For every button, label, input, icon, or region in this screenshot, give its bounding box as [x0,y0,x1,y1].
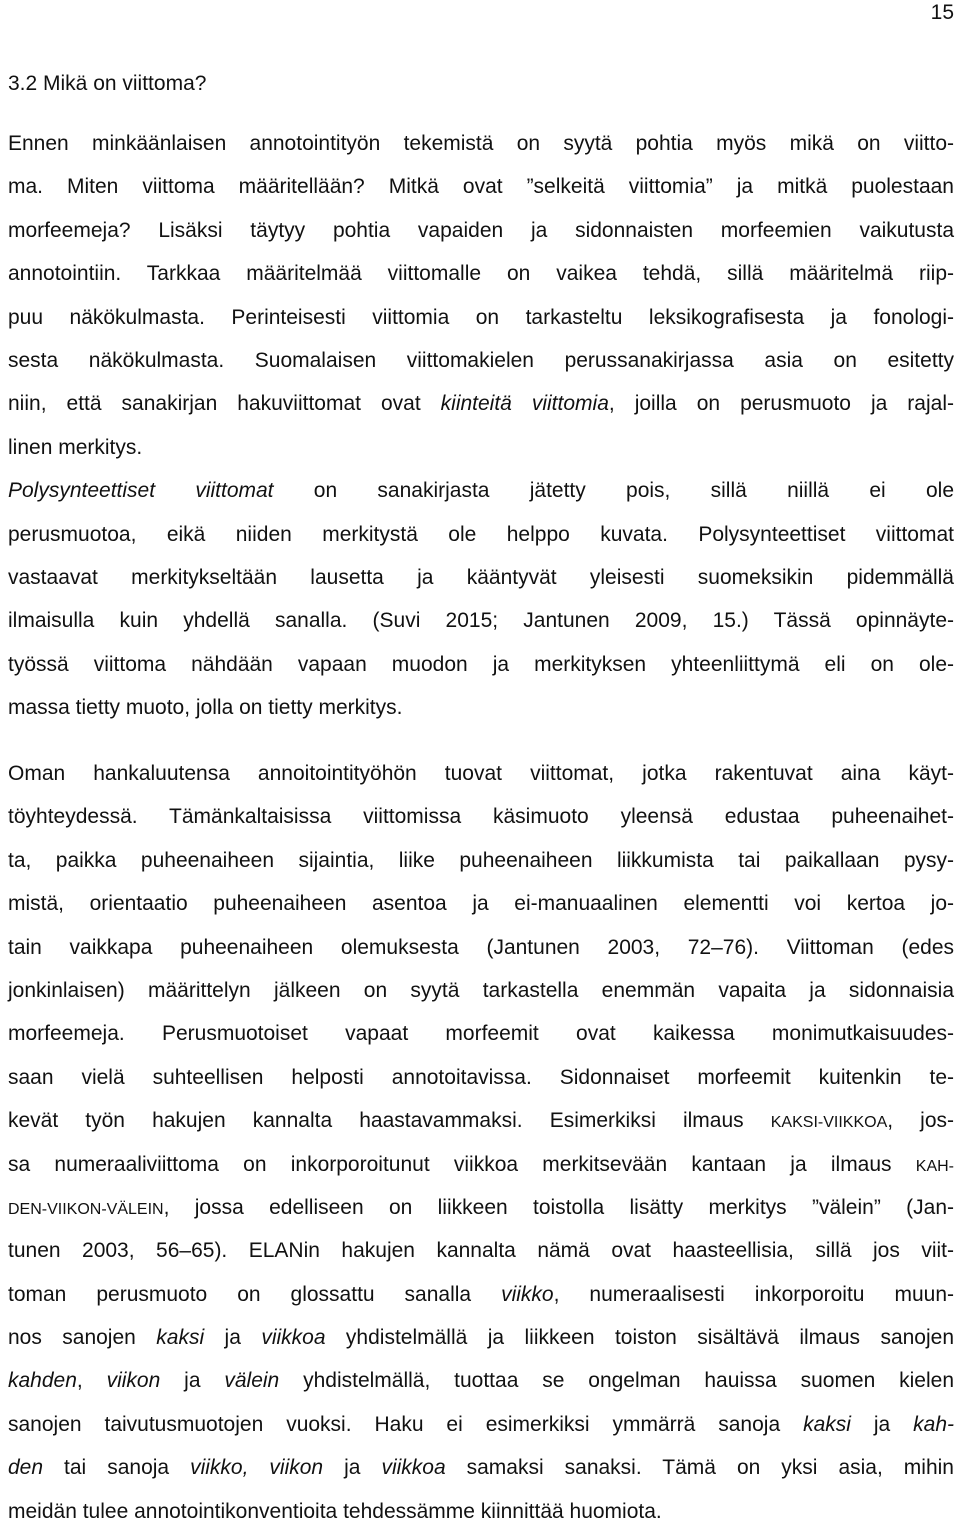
text-line: mistä, orientaatio puheenaiheen asentoa ja ei-manuaalinen elementti voi kertoa jo- [8,892,954,916]
text-line: jonkinlaisen) määrittelyn jälkeen on syytä tarkastella enemmän vapaita ja sidonnaisia [8,978,954,1002]
text-line: nos sanojen kaksi ja viikkoa yhdistelmällä ja liikkeen toiston sisältävä ilmaus sanojen [8,1326,955,1350]
text-line: sanojen taivutusmuotojen vuoksi. Haku ei esimerkiksi ymmärrä sanoja kaksi ja kah- [8,1412,955,1436]
italic-term: kaksi [156,1326,205,1350]
text-line: linen merkitys. [8,435,143,459]
text-line: meidän tulee annotointikonventioita tehdessämme kiinnittää huomiota. [8,1499,662,1523]
italic-term: den [8,1456,44,1480]
italic-term: kaksi [803,1412,851,1436]
page-number: 15 [930,1,954,24]
text-line: niin, että sanakirjan hakuviittomat ovat kiinteitä viittomia, joilla on perusmuoto ja rajal- [8,392,954,416]
text-line: sa numeraaliviittoma on inkorporoitunut viikkoa merkitsevään kantaan ja ilmaus KAH- [8,1152,954,1176]
section-heading: 3.2 Mikä on viittoma? [8,72,207,95]
text-line: perusmuotoa, eikä niiden merkitystä ole helppo kuvata. Polysynteettiset viittomat [8,522,954,546]
text-line: ma. Miten viittoma määritellään? Mitkä ovat ”selkeitä viittomia” ja mitkä puolestaan [8,175,954,199]
text-line: ilmaisulla kuin yhdellä sanalla. (Suvi 2015; Jantunen 2009, 15.) Tässä opinnäyte- [8,609,954,633]
text-line: työssä viittoma nähdään vapaan muodon ja merkityksen yhteenliittymä eli on ole- [8,652,954,676]
text-line: kahden, viikon ja välein yhdistelmällä, tuottaa se ongelman hauissa suomen kielen [8,1369,955,1393]
gloss-term: DEN-VIIKON-VÄLEIN [8,1200,164,1218]
text-line: Oman hankaluutensa annoitointityöhön tuovat viittomat, jotka rakentuvat aina käyt- [8,762,954,785]
text-line: puu näkökulmasta. Perinteisesti viittomia on tarkasteltu leksikografisesta ja fonologi- [8,305,954,329]
italic-term: viikkoa [261,1326,326,1350]
text-line: saan vielä suhteellisen helposti annotoitavissa. Sidonnaiset morfeemit kuitenkin te- [8,1065,954,1089]
text-line: morfeemeja. Perusmuotoiset vapaat morfeemit ovat kaikessa monimutkaisuudes- [8,1022,954,1046]
text-line: toman perusmuoto on glossattu sanalla viikko, numeraalisesti inkorporoitu muun- [8,1282,954,1306]
italic-term: kah- [913,1412,955,1436]
italic-term: viikkoa [381,1456,446,1480]
text-line: den tai sanoja viikko, viikon ja viikkoa samaksi sanaksi. Tämä on yksi asia, mihin [8,1456,954,1480]
paragraph-2 [8,752,954,1533]
italic-term: viikko, viikon [190,1456,324,1480]
paragraph-1 [8,122,954,729]
italic-term: välein [224,1369,280,1393]
gloss-term: KAH- [915,1157,954,1175]
text-line: ta, paikka puheenaiheen sijaintia, liike puheenaiheen liikkumista tai paikallaan pysy- [8,848,954,872]
italic-term: kahden [8,1369,77,1393]
italic-term: viikon [106,1369,161,1393]
text-line: DEN-VIIKON-VÄLEIN, jossa edelliseen on liikkeen toistolla lisätty merkitys ”välein” (Jan- [8,1195,954,1219]
text-line: sesta näkökulmasta. Suomalaisen viittomakielen perussanakirjassa asia on esitetty [8,348,954,372]
italic-term: Polysynteettiset viittomat [8,479,274,503]
text-line: Polysynteettiset viittomat on sanakirjasta jätetty pois, sillä niillä ei ole [8,479,955,503]
text-line: morfeemeja? Lisäksi täytyy pohtia vapaiden ja sidonnaisten morfeemien vaikutusta [8,218,954,242]
italic-term: viikko [501,1282,554,1306]
text-line: kevät työn hakujen kannalta haastavammaksi. Esimerkiksi ilmaus KAKSI-VIIKKOA, jos- [8,1109,954,1133]
text-line: annotointiin. Tarkkaa määritelmää viittomalle on vaikea tehdä, sillä määritelmä riip- [8,262,954,286]
italic-term: kiinteitä viittomia [440,392,609,416]
text-line: massa tietty muoto, jolla on tietty merkitys. [8,696,403,720]
text-line: töyhteydessä. Tämänkaltaisissa viittomissa käsimuoto yleensä edustaa puheenaihet- [8,805,954,829]
text-line: Ennen minkäänlaisen annotointityön tekemistä on syytä pohtia myös mikä on viitto- [8,132,954,155]
text-line: tunen 2003, 56–65). ELANin hakujen kannalta nämä ovat haasteellisia, sillä jos viit- [8,1239,954,1263]
text-line: vastaavat merkitykseltään lausetta ja kääntyvät yleisesti suomeksikin pidemmällä [8,565,954,589]
text-line: tain vaikkapa puheenaiheen olemuksesta (Jantunen 2003, 72–76). Viittoman (edes [8,935,954,959]
gloss-term: KAKSI-VIIKKOA [770,1114,888,1132]
